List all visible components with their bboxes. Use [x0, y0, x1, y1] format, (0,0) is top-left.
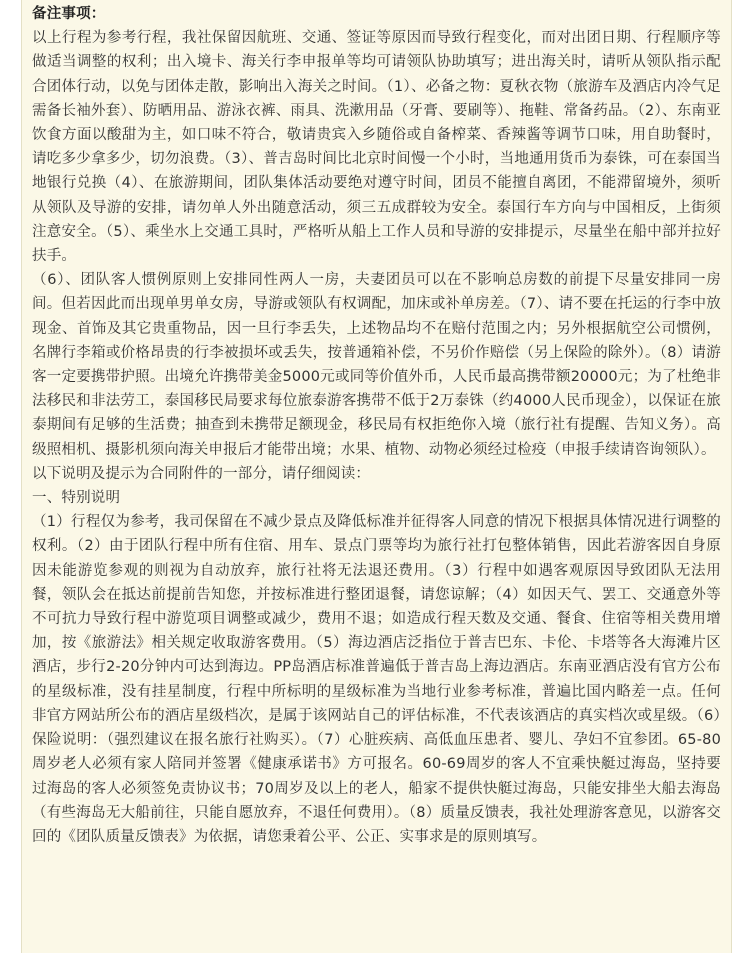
notes-paragraph: （6）、团队客人惯例原则上安排同性两人一房，夫妻团员可以在不影响总房数的前提下尽量安排同一房间。但若因此而出现单男单女房，导游或领队有权调配，加床或补单房差。（7）、请不要在托运的行李中放现金、首饰及其它贵重物品，因一旦行李丢失，上述物品均不在赔付范围之内；另外根据航空公司惯例，名牌行李箱或价格昂贵的行李被损坏或丢失，按普通箱补偿，不另价作赔偿（另上保险的除外）。（8）请游客一定要携带护照。出境允许携带美金5000元或同等价值外币，人民币最高携带额20000元；为了杜绝非法移民和非法劳工，泰国移民局要求每位旅泰游客携带不低于2万泰铢（约4000人民币现金），以保证在旅泰期间有足够的生活费；抽查到未携带足额现金，移民局有权拒绝你入境（旅行社有提醒、告知义务）。高级照相机、摄影机须向海关申报后才能带出境；水果、植物、动物必须经过检疫（申报手续请咨询领队）。: [32, 272, 721, 458]
notes-paragraph: （1）行程仅为参考，我司保留在不减少景点及降低标准并征得客人同意的情况下根据具体情况进行调整的权利。（2）由于团队行程中所有住宿、用车、景点门票等均为旅行社打包整体销售，因此若游客因自身原因未能游览参观的则视为自动放弃，旅行社将无法退还费用。（3）行程中如遇客观原因导致团队无法用餐，领队会在抵达前提前告知您，并按标准进行整团退餐，请您谅解；（4）如因天气、罢工、交通意外等不可抗力导致行程中游览项目调整或减少，费用不退；如造成行程天数及交通、餐食、住宿等相关费用增加，按《旅游法》相关规定收取游客费用。（5）海边酒店泛指位于普吉巴东、卡伦、卡塔等各大海滩片区酒店，步行2-20分钟内可达到海边。PP岛酒店标准普遍低于普吉岛上海边酒店。东南亚酒店没有官方公布的星级标准，没有挂星制度，行程中所标明的星级标准为当地行业参考标准，普遍比国内略差一点。任何非官方网站所公布的酒店星级档次，是属于该网站自己的评估标准，不代表该酒店的真实档次或星级。（6）保险说明：（强烈建议在报名旅行社购买）。（7）心脏疾病、高低血压患者、婴儿、孕妇不宜参团。65-80周岁老人必须有家人陪同并签署《健康承诺书》方可报名。60-69周岁的客人不宜乘快艇过海岛，坚持要过海岛的客人必须签免责协议书；70周岁及以上的老人，船家不提供快艇过海岛，只能安排坐大船去海岛（有些海岛无大船前往，只能自愿放弃，不退任何费用）。（8）质量反馈表，我社处理游客意见，以游客交回的《团队质量反馈表》为依据，请您秉着公平、公正、实事求是的原则填写。: [32, 514, 721, 845]
notes-panel: [21, 0, 732, 953]
contract-appendix-intro: 以下说明及提示为合同附件的一部分，请仔细阅读：: [32, 465, 371, 482]
notes-heading: 备注事项：: [32, 6, 106, 22]
section-title-special-notes: 一、特别说明: [32, 490, 121, 507]
notes-paragraph: 以上行程为参考行程，我社保留因航班、交通、签证等原因而导致行程变化，而对出团日期、行程顺序等做适当调整的权利；出入境卡、海关行李申报单等均可请领队协助填写；进出海关时，请听从领队指示配合团体行动，以免与团体走散，影响出入海关之时间。（1）、必备之物：夏秋衣物（旅游车及酒店内冷气足需备长袖外套）、防晒用品、游泳衣裤、雨具、洗漱用品（牙膏、要刷等）、拖鞋、常备药品。（2）、东南亚饮食方面以酸甜为主，如口味不符合，敬请贵宾入乡随俗或自备榨菜、香辣酱等调节口味，用自助餐时，请吃多少拿多少，切勿浪费。（3）、普吉岛时间比北京时间慢一个小时，当地通用货币为泰铢，可在泰国当地银行兑换（4）、在旅游期间，团队集体活动要绝对遵守时间，团员不能擅自离团，不能滞留境外，须听从领队及导游的安排，请勿单人外出随意活动，须三五成群较为安全。泰国行车方向与中国相反，上街须注意安全。（5）、乘坐水上交通工具时，严格听从船上工作人员和导游的安排提示，尽量坐在船中部并拉好扶手。: [32, 30, 721, 265]
